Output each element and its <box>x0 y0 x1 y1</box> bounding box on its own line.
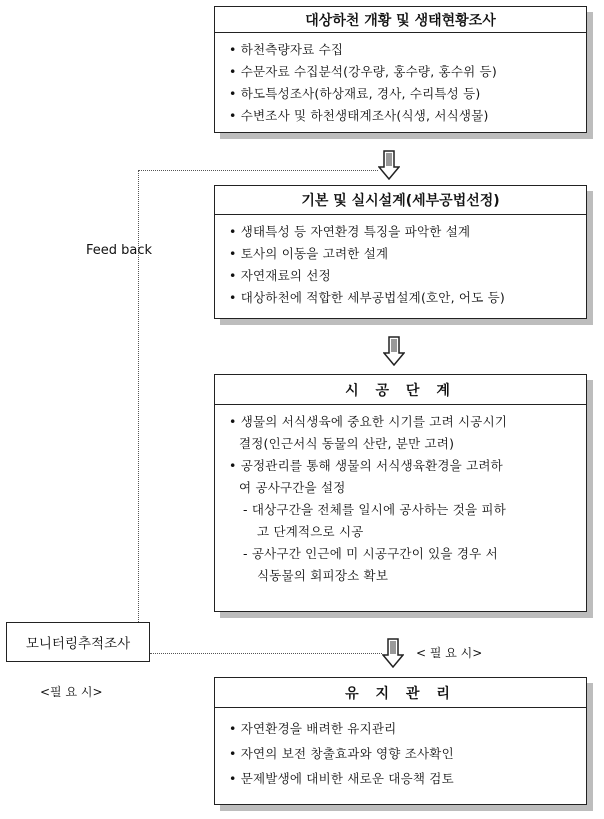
construction-item: 결정(인근서식 동물의 산란, 분만 고려) <box>239 436 455 451</box>
construction-item: • 공정관리를 통해 생물의 서식생육환경을 고려하 <box>229 458 503 473</box>
construction-box <box>214 374 587 612</box>
design-box <box>214 185 587 319</box>
survey-box <box>214 6 587 133</box>
construction-item: 여 공사구간을 설정 <box>239 480 346 495</box>
survey-item: • 하도특성조사(하상재료, 경사, 수리특성 등) <box>229 86 481 101</box>
monitoring-note: <필 요 시> <box>40 685 103 699</box>
design-item: • 대상하천에 적합한 세부공법설계(호안, 어도 등) <box>229 290 505 305</box>
maintenance-box <box>214 677 587 805</box>
down-arrow-icon <box>382 638 404 668</box>
survey-title: 대상하천 개황 및 생태현황조사 <box>215 7 586 33</box>
down-arrow-icon <box>383 336 405 366</box>
design-item: • 자연재료의 선정 <box>229 268 331 283</box>
construction-item: - 대상구간을 전체를 일시에 공사하는 것을 피하 <box>243 502 506 517</box>
survey-item: • 수변조사 및 하천생태계조사(식생, 서식생물) <box>229 108 489 123</box>
maintenance-item: • 문제발생에 대비한 새로운 대응책 검토 <box>229 771 454 786</box>
monitoring-link-line <box>150 653 382 654</box>
maintenance-item: • 자연의 보전 창출효과와 영향 조사확인 <box>229 746 454 761</box>
down-arrow-icon <box>378 150 400 180</box>
construction-item: 고 단계적으로 시공 <box>257 524 364 539</box>
construction-item: 식동물의 회피장소 확보 <box>257 568 389 583</box>
construction-item: • 생물의 서식생육에 중요한 시기를 고려 시공시기 <box>229 414 508 429</box>
design-item: • 토사의 이동을 고려한 설계 <box>229 246 389 261</box>
arrow-note: < 필 요 시> <box>416 646 483 660</box>
construction-item: - 공사구간 인근에 미 시공구간이 있을 경우 서 <box>243 546 498 561</box>
maintenance-item: • 자연환경을 배려한 유지관리 <box>229 721 397 736</box>
feedback-line-top <box>138 170 378 171</box>
monitoring-box: 모니터링추적조사 <box>6 622 150 662</box>
survey-item: • 수문자료 수집분석(강우량, 홍수량, 홍수위 등) <box>229 64 497 79</box>
maintenance-title: 유 지 관 리 <box>215 678 586 708</box>
design-title: 기본 및 실시설계(세부공법선정) <box>215 186 586 215</box>
design-item: • 생태특성 등 자연환경 특징을 파악한 설계 <box>229 224 471 239</box>
construction-title: 시 공 단 계 <box>215 375 586 405</box>
survey-item: • 하천측량자료 수집 <box>229 42 344 57</box>
feedback-label: Feed back <box>86 243 153 258</box>
feedback-line-vertical <box>138 170 139 650</box>
